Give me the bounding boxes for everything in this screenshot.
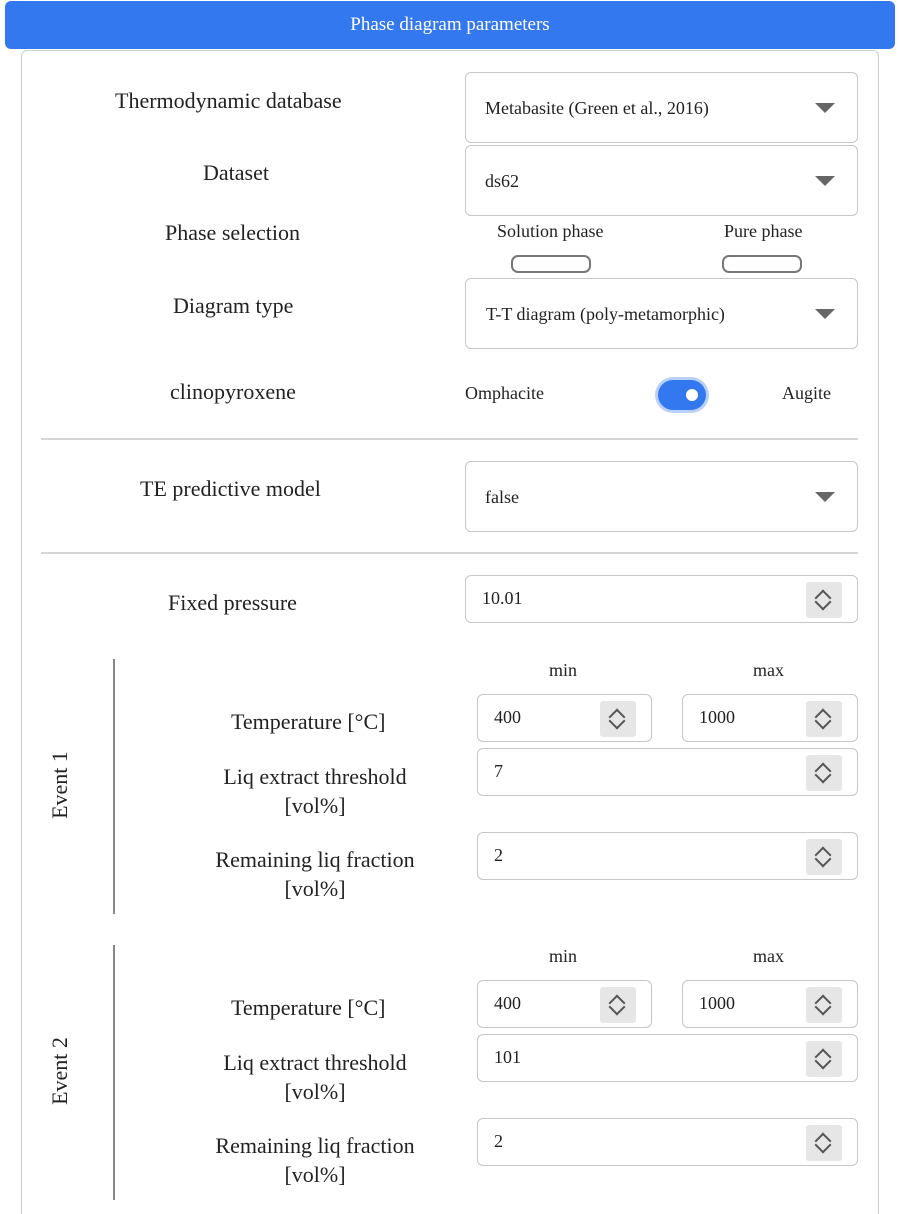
temperature-min-input[interactable] [477,694,652,742]
diagram-type-value: T-T diagram (poly-metamorphic) [486,303,725,324]
solution-phase-button[interactable] [511,255,591,273]
clinopyroxene-toggle[interactable] [658,380,706,410]
event-1-bar [113,659,115,914]
remaining-liq-value: 2 [494,845,503,865]
up-down-chevron-icon[interactable] [600,987,636,1023]
diagram-type-select[interactable] [465,278,858,349]
dataset-label: Dataset [203,160,269,185]
remaining-liq-input[interactable] [477,1118,858,1166]
diagram-type-label: Diagram type [173,293,294,318]
dataset-value: ds62 [485,170,520,191]
event-2-bar [113,945,115,1200]
pure-phase-button[interactable] [722,255,802,273]
up-down-chevron-icon[interactable] [806,582,842,618]
thermo-db-value: Metabasite (Green et al., 2016) [485,97,709,118]
temperature-min-value: 400 [494,707,521,727]
max-label: max [753,660,784,680]
up-down-chevron-icon[interactable] [806,987,842,1023]
clinopyroxene-label: clinopyroxene [170,379,296,404]
up-down-chevron-icon[interactable] [600,701,636,737]
panel-header[interactable]: Phase diagram parameters [5,1,895,49]
omphacite-label: Omphacite [465,383,544,403]
fixed-pressure-input[interactable] [465,575,858,623]
min-label: min [549,946,578,966]
divider [41,552,858,554]
remaining-liq-label: Remaining liq fraction [215,1133,415,1158]
te-model-select[interactable] [465,461,858,532]
temperature-label: Temperature [°C] [231,995,386,1020]
pure-phase-label: Pure phase [724,221,803,241]
remaining-liq-unit: [vol%] [284,1162,346,1187]
remaining-liq-value: 2 [494,1131,503,1151]
temperature-max-input[interactable] [682,980,858,1028]
caret-down-icon [815,176,835,186]
event-2-title: Event 2 [47,1037,72,1105]
caret-down-icon [815,103,835,113]
temperature-max-input[interactable] [682,694,858,742]
liq-extract-label: Liq extract threshold [223,764,407,789]
thermo-db-select[interactable] [465,72,858,143]
remaining-liq-label: Remaining liq fraction [215,847,415,872]
divider [41,438,858,440]
event-1-title: Event 1 [47,751,72,819]
temperature-min-value: 400 [494,993,521,1013]
fixed-pressure-value: 10.01 [482,588,523,608]
dataset-select[interactable] [465,145,858,216]
liq-extract-input[interactable] [477,748,858,796]
up-down-chevron-icon[interactable] [806,701,842,737]
liq-extract-value: 7 [494,761,503,781]
up-down-chevron-icon[interactable] [806,1125,842,1161]
te-model-label: TE predictive model [140,476,321,501]
temperature-max-value: 1000 [699,707,735,727]
up-down-chevron-icon[interactable] [806,839,842,875]
liq-extract-input[interactable] [477,1034,858,1082]
caret-down-icon [815,492,835,502]
remaining-liq-unit: [vol%] [284,876,346,901]
toggle-knob [686,389,698,401]
up-down-chevron-icon[interactable] [806,755,842,791]
liq-extract-unit: [vol%] [284,1079,346,1104]
temperature-max-value: 1000 [699,993,735,1013]
liq-extract-value: 101 [494,1047,521,1067]
augite-label: Augite [782,383,831,403]
up-down-chevron-icon[interactable] [806,1041,842,1077]
te-model-value: false [485,486,519,507]
caret-down-icon [815,309,835,319]
solution-phase-label: Solution phase [497,221,604,241]
thermo-db-label: Thermodynamic database [115,88,342,113]
phase-selection-label: Phase selection [165,220,301,245]
min-label: min [549,660,578,680]
liq-extract-unit: [vol%] [284,793,346,818]
temperature-min-input[interactable] [477,980,652,1028]
fixed-pressure-label: Fixed pressure [168,590,297,615]
temperature-label: Temperature [°C] [231,709,386,734]
liq-extract-label: Liq extract threshold [223,1050,407,1075]
remaining-liq-input[interactable] [477,832,858,880]
max-label: max [753,946,784,966]
